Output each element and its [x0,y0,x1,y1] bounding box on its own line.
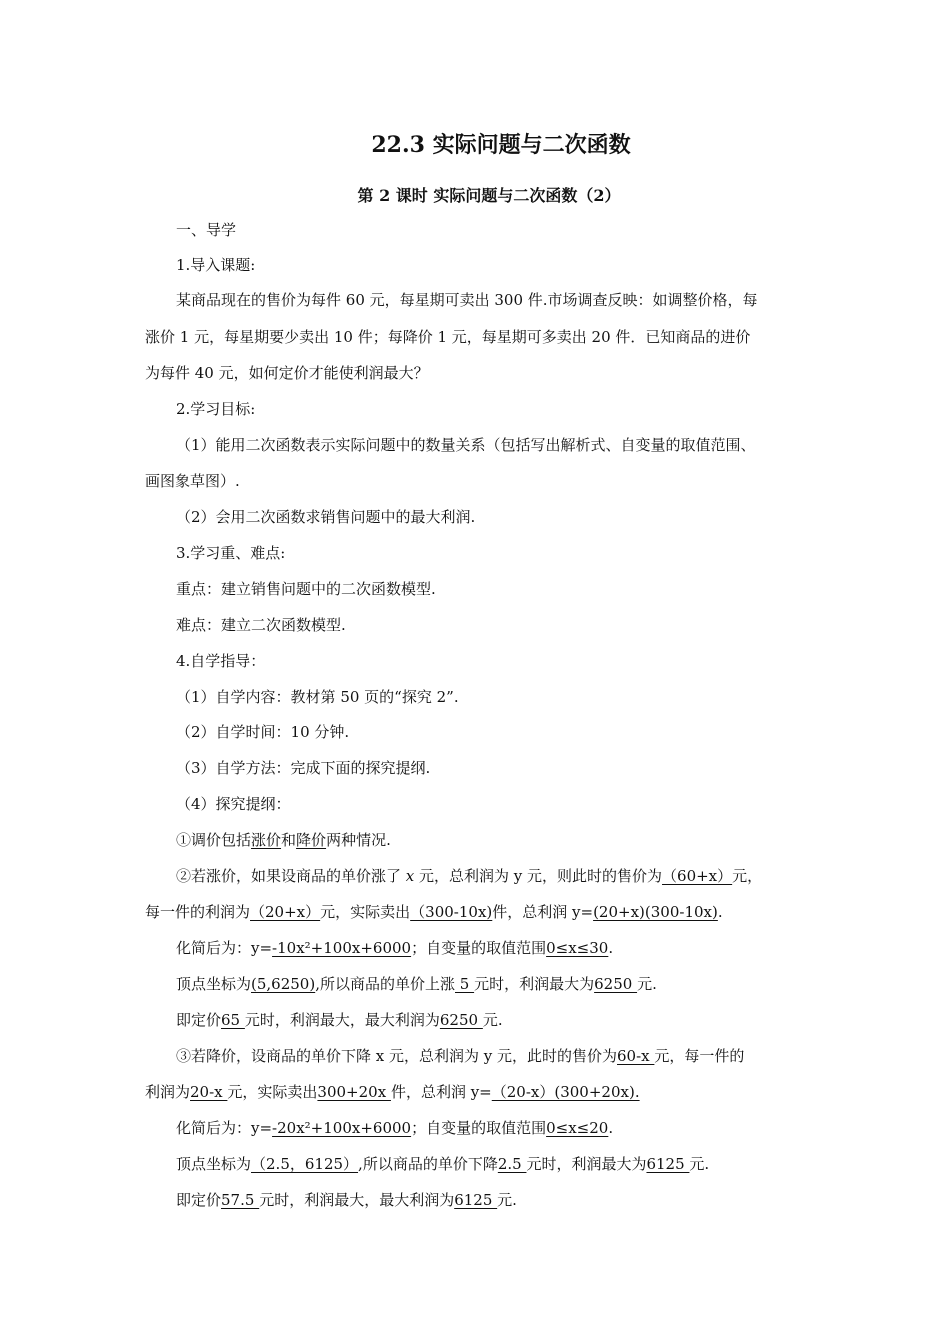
goal-2: （2）会用二次函数求销售问题中的最大利润. [176,508,476,526]
intro-line-1: 某商品现在的售价为每件 60 元，每星期可卖出 300 件.市场调查反映：如调整价格，每 [176,291,758,309]
answer-blank: 60-x [617,1047,655,1065]
answer-blank: 降价 [296,831,327,849]
answer-blank: 6125 [646,1155,690,1173]
answer-blank: 涨价 [251,831,282,849]
answer-blank: （2.5，6125） [251,1155,359,1173]
answer-blank: 2.5 [497,1155,527,1173]
answer-blank: 65 [221,1011,245,1029]
outline-7: 化简后为：y=-20x²+100x+6000；自变量的取值范围0≤x≤20. [176,1119,614,1137]
answer-blank: 6125 [454,1191,498,1209]
outline-5: 即定价65 元时，利润最大，最大利润为6250 元. [176,1011,503,1029]
heading-guide: 4.自学指导： [176,652,266,670]
answer-blank: （20+x） [250,903,321,921]
answer-blank: （60+x） [662,867,733,885]
guide-2: （2）自学时间：10 分钟. [176,723,350,741]
answer-blank: 6250 [594,975,638,993]
heading-goals: 2.学习目标: [176,400,256,418]
guide-3: （3）自学方法：完成下面的探究提纲. [176,759,431,777]
answer-blank: 0≤x≤30 [546,939,609,957]
key-point: 重点：建立销售问题中的二次函数模型. [176,580,436,598]
answer-blank: 20-x [190,1083,228,1101]
outline-3: 化简后为：y=-10x²+100x+6000；自变量的取值范围0≤x≤30. [176,939,614,957]
difficult-point: 难点：建立二次函数模型. [176,616,346,634]
page-subtitle: 第 2 课时 实际问题与二次函数（2） [357,186,621,205]
answer-blank: (20+x)(300-10x) [593,903,718,921]
answer-blank: 57.5 [221,1191,260,1209]
outline-4: 顶点坐标为(5,6250),所以商品的单价上涨 5 元时，利润最大为6250 元. [176,975,657,993]
outline-6b: 利润为20-x 元，实际卖出300+20x 件，总利润 y=（20-x）(300+20x). [145,1083,640,1101]
heading-import: 1.导入课题: [176,256,256,274]
answer-blank: 6250 [439,1011,483,1029]
answer-blank: -10x²+100x+6000 [272,939,412,957]
outline-8: 顶点坐标为（2.5，6125）,所以商品的单价下降2.5 元时，利润最大为6125 元. [176,1155,710,1173]
answer-blank: 5 [455,975,475,993]
intro-line-3: 为每件 40 元，如何定价才能使利润最大？ [145,364,429,382]
answer-blank: 300+20x [317,1083,391,1101]
outline-2a: ②若涨价，如果设商品的单价涨了 x 元，总利润为 y 元，则此时的售价为（60+x）元， [176,867,763,885]
answer-blank: 0≤x≤20 [546,1119,609,1137]
goal-1a: （1）能用二次函数表示实际问题中的数量关系（包括写出解析式、自变量的取值范围、 [176,436,756,454]
page-title: 22.3 实际问题与二次函数 [371,132,631,158]
answer-blank: （20-x）(300+20x). [491,1083,640,1101]
answer-blank: （300-10x) [410,903,493,921]
answer-blank: (5,6250) [251,975,316,993]
goal-1b: 画图象草图）. [145,472,240,490]
outline-1: ①调价包括涨价和降价两种情况. [176,831,391,849]
outline-2b: 每一件的利润为（20+x）元，实际卖出（300-10x)件，总利润 y=(20+x)(300-10x). [145,903,723,921]
intro-line-2: 涨价 1 元，每星期要少卖出 10 件；每降价 1 元，每星期可多卖出 20 件．已知商品的进价 [145,328,751,346]
guide-1: （1）自学内容：教材第 50 页的“探究 2”. [176,688,459,706]
outline-6a: ③若降价，设商品的单价下降 x 元，总利润为 y 元，此时的售价为60-x 元，每一件的 [176,1047,745,1065]
guide-4: （4）探究提纲： [176,795,291,813]
outline-9: 即定价57.5 元时，利润最大，最大利润为6125 元. [176,1191,517,1209]
heading-key: 3.学习重、难点: [176,544,286,562]
answer-blank: -20x²+100x+6000 [272,1119,412,1137]
section-heading: 一、导学 [176,221,237,239]
